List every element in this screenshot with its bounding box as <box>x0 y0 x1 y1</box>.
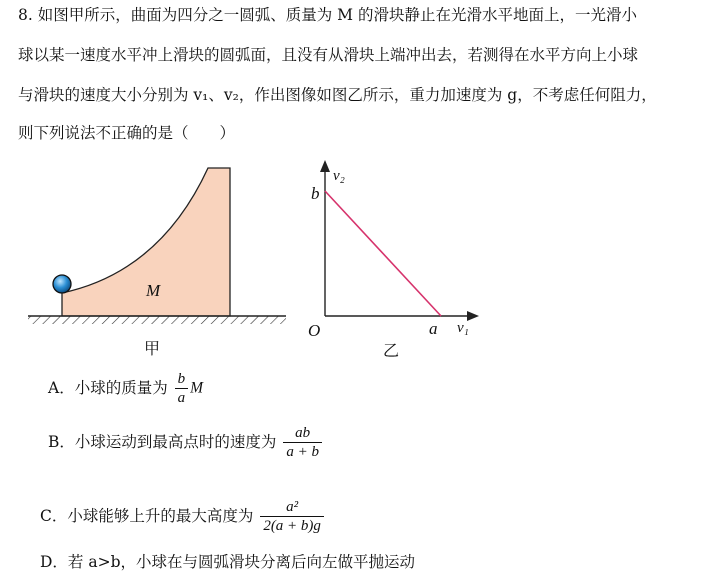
option-c[interactable] <box>40 498 326 535</box>
option-c-denominator: 2(a + b)g <box>260 516 324 535</box>
option-c-fraction <box>260 498 324 535</box>
y-intercept-label: b <box>311 184 320 203</box>
caption-jia: 甲 <box>144 339 161 358</box>
question-number: 8. <box>18 6 33 24</box>
stem-line-3: 与滑块的速度大小分别为 v₁、v₂，作出图像如图乙所示，重力加速度为 g，不考虑任何阻力， <box>18 86 657 104</box>
option-d[interactable] <box>40 550 415 572</box>
y-axis-label: v₂ <box>333 168 345 184</box>
option-a-fraction <box>175 370 189 407</box>
stem-text-1: 如图甲所示，曲面为四分之一圆弧、质量为 M 的滑块静止在光滑水平地面上，一光滑小 <box>37 6 637 24</box>
option-c-numerator: a² <box>286 499 299 515</box>
figure-jia <box>28 168 286 358</box>
caption-yi: 乙 <box>383 341 400 360</box>
stem-line-4: 则下列说法不正确的是（ ） <box>18 124 236 142</box>
option-b-fraction <box>283 424 322 461</box>
figure-yi <box>308 160 479 360</box>
x-intercept-label: a <box>429 319 438 338</box>
x-axis-label: v₁ <box>457 320 469 336</box>
option-a-numerator: b <box>177 371 186 387</box>
option-a[interactable] <box>48 370 203 407</box>
mass-label: M <box>146 281 161 300</box>
y-axis-arrow <box>320 160 330 172</box>
option-c-label: C．小球能够上升的最大高度为 <box>40 506 254 525</box>
option-b-numerator: ab <box>295 425 311 441</box>
ground-hatch <box>28 316 286 324</box>
origin-label: O <box>308 321 321 340</box>
option-d-label: D．若 a>b，小球在与圆弧滑块分离后向左做平抛运动 <box>40 553 416 571</box>
stem-line-2: 球以某一速度水平冲上滑块的圆弧面，且没有从滑块上端冲出去，若测得在水平方向上小球 <box>18 46 639 64</box>
option-b-denominator: a + b <box>283 442 322 461</box>
option-a-denominator: a <box>175 388 189 407</box>
ball <box>53 275 71 293</box>
option-a-label: A．小球的质量为 <box>48 378 168 397</box>
option-b-label: B．小球运动到最高点时的速度为 <box>48 432 277 451</box>
graph-line <box>325 191 441 316</box>
option-b[interactable] <box>48 424 324 461</box>
option-a-tail: M <box>190 379 204 397</box>
